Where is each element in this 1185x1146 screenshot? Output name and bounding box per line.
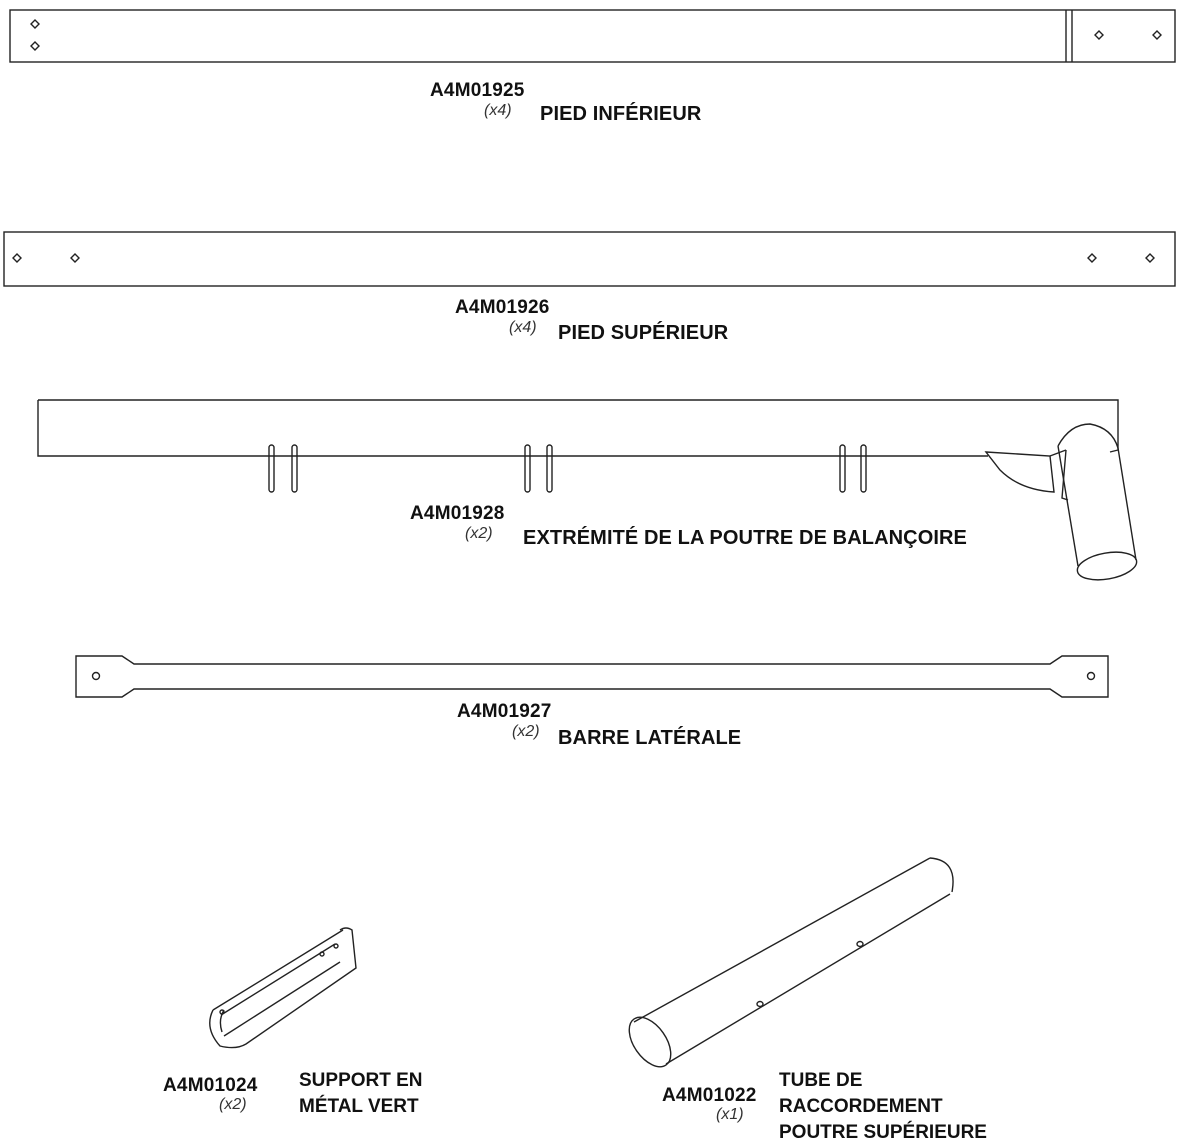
part-name-line: TUBE DE xyxy=(779,1070,863,1091)
upper-leg-bar-drawing xyxy=(4,232,1175,286)
part-name: EXTRÉMITÉ DE LA POUTRE DE BALANÇOIRE xyxy=(523,527,967,549)
hole-icon xyxy=(93,673,100,680)
hole-icon xyxy=(1088,673,1095,680)
part-quantity: (x2) xyxy=(512,723,540,740)
part-name: PIED INFÉRIEUR xyxy=(540,103,702,125)
part-quantity: (x1) xyxy=(716,1106,744,1123)
part-code: A4M01925 xyxy=(430,80,525,101)
part-name-line: RACCORDEMENT xyxy=(779,1096,943,1117)
hole-icon xyxy=(13,254,21,262)
part-name-line: POUTRE SUPÉRIEURE xyxy=(779,1122,987,1143)
part-name xyxy=(779,1068,987,1146)
lower-leg-bar-drawing xyxy=(10,10,1175,62)
top-beam-connector-tube-drawing xyxy=(621,858,953,1074)
part-code: A4M01928 xyxy=(410,503,505,524)
swing-beam-end-drawing xyxy=(38,400,1139,584)
part-code: A4M01024 xyxy=(163,1075,258,1096)
part-code: A4M01022 xyxy=(662,1085,757,1106)
part-quantity: (x2) xyxy=(219,1096,247,1113)
hole-icon xyxy=(1153,31,1161,39)
hole-icon xyxy=(71,254,79,262)
hole-icon xyxy=(1146,254,1154,262)
hole-icon xyxy=(1088,254,1096,262)
part-quantity: (x4) xyxy=(484,102,512,119)
part-name-line: SUPPORT EN xyxy=(299,1070,423,1091)
part-code: A4M01927 xyxy=(457,701,552,722)
part-code: A4M01926 xyxy=(455,297,550,318)
hole-icon xyxy=(31,20,39,28)
hole-icon xyxy=(31,42,39,50)
part-name xyxy=(299,1068,423,1120)
hole-icon xyxy=(1095,31,1103,39)
part-name-line: MÉTAL VERT xyxy=(299,1096,419,1117)
green-metal-support-drawing xyxy=(210,928,356,1048)
part-quantity: (x2) xyxy=(465,525,493,542)
part-quantity: (x4) xyxy=(509,319,537,336)
side-bar-drawing xyxy=(76,656,1108,697)
part-name: PIED SUPÉRIEUR xyxy=(558,322,729,344)
part-name: BARRE LATÉRALE xyxy=(558,727,742,749)
